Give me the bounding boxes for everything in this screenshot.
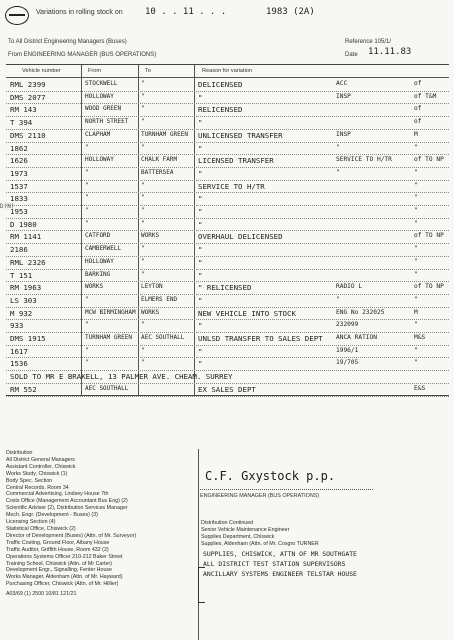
cell-from: NORTH STREET: [85, 118, 129, 126]
cell-to: BATTERSEA: [141, 168, 174, 176]
cell-reason: ": [198, 257, 203, 267]
cell-vehicle: DMS 2110: [10, 130, 46, 140]
cell-end: of: [414, 118, 422, 126]
cell-reason: ": [198, 245, 203, 255]
cell-reason: OVERHAUL DELICENSED: [198, 232, 283, 242]
cell-from: MCW BIRMINGHAM: [85, 308, 136, 316]
cell-to: ELMERS END: [141, 295, 178, 303]
cell-reason: ": [198, 168, 203, 178]
cell-from: WORKS: [85, 283, 104, 291]
cell-vehicle: M 932: [10, 308, 33, 318]
variations-table: [6, 64, 449, 396]
cell-vehicle: 1973: [10, 168, 28, 178]
distribution-item: All District General Managers: [6, 456, 75, 463]
cell-to: ": [141, 143, 145, 151]
cell-end: of T&M: [414, 92, 437, 100]
cell-to: ": [141, 346, 145, 354]
cell-from: ": [85, 321, 89, 329]
distribution-item: Purchasing Officer, Chiswick (Attn. of Mr. Hillier): [6, 581, 119, 588]
cell-extra: ": [336, 168, 340, 176]
from-line: From ENGINEERING MANAGER (BUS OPERATIONS): [8, 52, 157, 58]
cell-end: E&S: [414, 384, 426, 392]
cell-end: ": [414, 270, 418, 278]
cell-from: HOLLOWAY: [85, 257, 114, 265]
cell-end: ": [414, 207, 418, 214]
col-from: From: [88, 68, 102, 74]
cell-end: M: [414, 308, 418, 316]
cell-end: of: [414, 80, 422, 87]
distribution-item: Licensing Section (4): [6, 519, 56, 526]
cell-reason: " RELICENSED: [198, 283, 252, 293]
cell-vehicle: DMS 1915: [10, 334, 46, 343]
distribution-items: [6, 457, 198, 588]
date-value: 11.11.83: [368, 47, 412, 57]
cell-end: ": [414, 257, 418, 265]
distribution-item: Scientific Adviser (2), Distribution Services Manager: [6, 505, 128, 512]
cell-from: HOLLOWAY: [85, 92, 114, 100]
cell-vehicle: RM 143: [10, 105, 37, 115]
col-vehicle-number: Vehicle number: [22, 68, 61, 74]
cell-vehicle: 933: [10, 321, 24, 331]
distribution-item: Traffic Costing, Ground Floor, Albany House: [6, 539, 110, 546]
cell-vehicle: D 1980: [10, 219, 37, 229]
cell-reason: RELICENSED: [198, 105, 243, 115]
date-label: Date: [345, 52, 358, 58]
signature-title: ENGINEERING MANAGER (BUS OPERATIONS): [200, 493, 320, 499]
cell-extra: RADIO L: [336, 283, 363, 291]
cell-end: ": [414, 346, 418, 354]
cell-to: ": [141, 321, 145, 329]
cell-reason: DELICENSED: [198, 80, 243, 89]
cell-vehicle: RML 2326: [10, 257, 46, 267]
cell-extra: SERVICE TO H/TR: [336, 156, 392, 164]
cell-from: CAMBERWELL: [85, 245, 122, 253]
cell-to: WORKS: [141, 232, 160, 240]
cell-reason: ": [198, 346, 203, 356]
cell-to: ": [141, 181, 145, 189]
cell-to: ": [141, 257, 145, 265]
distribution-list: [6, 450, 198, 598]
cell-extra: 232099: [336, 321, 359, 329]
distribution-footer-code: A03/69 (1) 2500 10/81 121/21: [6, 591, 77, 598]
distribution-continued-item: Supplies Department, Chiswick: [201, 533, 275, 540]
cell-vehicle: RM 1963: [10, 283, 42, 293]
distribution-heading: Distribution: [6, 450, 33, 456]
signature: C.F. Gxystock p.p.: [205, 469, 336, 483]
distribution-item: Works Manager, Aldenham (Attn. of Mr. Hayward): [6, 574, 123, 581]
cell-from: ": [85, 346, 89, 354]
to-line: To All District Engineering Managers (Buses): [8, 39, 127, 45]
cell-to: ": [141, 245, 145, 253]
cell-extra: 19/705: [336, 359, 359, 367]
cell-end: M&S: [414, 334, 426, 341]
cell-end: of: [414, 105, 422, 113]
cell-vehicle: 1617: [10, 346, 28, 356]
distribution-continued-item: Supplies, Aldenham (Attn. of Mr. Cosgro TURNER: [201, 540, 319, 547]
distribution-item: Director of Development (Buses) (Attn. of Mr. Surveyor): [6, 532, 137, 539]
cell-end: ": [414, 321, 418, 329]
distribution-continued-handwritten-item: SUPPLIES, CHISWICK, ATTN OF MR SOUTHGATE: [203, 549, 357, 558]
cell-extra: ENG No 232025: [336, 308, 385, 316]
distribution-item: Operations Systems Officer 210-212 Baker Street: [6, 553, 123, 560]
cell-end: ": [414, 245, 418, 253]
distribution-item: Assistant Controller, Chiswick: [6, 463, 76, 470]
title-print: Variations in rolling stock on: [36, 9, 123, 16]
cell-to: ": [141, 105, 145, 113]
cell-end: ": [414, 359, 418, 367]
distribution-item: Mech. Engr. (Development - Buses) (3): [6, 512, 98, 519]
bracket-mark: [198, 567, 205, 603]
cell-vehicle: 1626: [10, 156, 28, 166]
distribution-continued-handwritten-item: ALL DISTRICT TEST STATION SUPERVISORS: [203, 559, 346, 568]
cell-reason: EX SALES DEPT: [198, 384, 256, 394]
cell-end: of TO NP: [414, 156, 444, 164]
cell-to: ": [141, 92, 145, 100]
cell-to: CHALK FARM: [141, 156, 178, 164]
cell-vehicle: RML 2399: [10, 80, 46, 89]
cell-from: ": [85, 181, 89, 189]
reference-label: Reference 105/1/: [345, 39, 392, 45]
cell-from: TURNHAM GREEN: [85, 334, 132, 341]
cell-vehicle: 2186: [10, 245, 28, 255]
roundel-logo-icon: [5, 6, 29, 25]
cell-end: ": [414, 219, 418, 227]
cell-from: ": [85, 295, 89, 303]
cell-vehicle: 1536: [10, 359, 28, 369]
cell-reason: ": [198, 207, 203, 216]
cell-end: M: [414, 130, 418, 138]
cell-reason: NEW VEHICLE INTO STOCK: [198, 308, 296, 318]
cell-from: CATFORD: [85, 232, 111, 240]
cell-extra: ": [336, 143, 340, 151]
cell-reason: ": [198, 92, 203, 102]
cell-to: ": [141, 80, 145, 87]
cell-from: AEC SOUTHALL: [85, 384, 129, 392]
cell-reason: ": [198, 219, 203, 229]
cell-end: ": [414, 181, 418, 189]
cell-vehicle: T 394: [10, 118, 33, 128]
cell-reason: ": [198, 321, 203, 331]
cell-end: ": [414, 194, 418, 202]
cell-reason: LICENSED TRANSFER: [198, 156, 274, 166]
cell-vehicle: SOLD TO MR E BRAKELL, 13 PALMER AVE. CHEAM. SURREY: [10, 372, 233, 382]
cell-vehicle: 1537: [10, 181, 28, 191]
cell-end: ": [414, 295, 418, 303]
cell-to: TURNHAM GREEN: [141, 130, 188, 138]
cell-reason: ": [198, 295, 203, 305]
title-date-handwritten: 10 . . 11 . . .: [145, 7, 227, 17]
cell-from: BARKING: [85, 270, 111, 278]
cell-to: ": [141, 207, 145, 214]
cell-vehicle: LS 303: [10, 295, 37, 305]
cell-vehicle: RM 552: [10, 384, 37, 394]
cell-extra: INSP: [336, 92, 351, 100]
cell-vehicle: 1862: [10, 143, 28, 153]
cell-vehicle: RM 1141: [10, 232, 42, 242]
cell-extra: ACC: [336, 80, 348, 87]
distribution-item: Works Study, Chiswick (1): [6, 470, 68, 477]
cell-vehicle: 1953: [10, 207, 28, 216]
cell-to: ": [141, 118, 145, 126]
cell-to: ": [141, 219, 145, 227]
cell-end: ": [414, 143, 418, 151]
cell-reason: ": [198, 143, 203, 153]
cell-from: ": [85, 219, 89, 227]
cell-to: LEYTON: [141, 283, 163, 291]
cell-vehicle: T 151: [10, 270, 33, 280]
cell-vehicle: DMS 2077: [10, 92, 46, 102]
cell-extra: INSP: [336, 130, 351, 138]
distribution-item: Costs Office (Management Accountant Bus Eng) (2): [6, 498, 128, 505]
col-reason: Reason for variation: [202, 68, 253, 74]
distribution-item: Development Engr., Signalling, Fenter House: [6, 567, 112, 574]
cell-to: ": [141, 359, 145, 367]
cell-to: WORKS: [141, 308, 160, 316]
distribution-item: Central Records, Room 34: [6, 484, 69, 491]
cell-reason: UNLSD TRANSFER TO SALES DEPT: [198, 334, 323, 343]
cell-end: of TO NP: [414, 232, 444, 240]
cell-end: ": [414, 168, 418, 176]
cell-reason: SERVICE TO H/TR: [198, 181, 265, 191]
distribution-item: Statistical Office, Chiswick (2): [6, 525, 76, 532]
cell-reason: ": [198, 270, 203, 280]
cell-from: ": [85, 359, 89, 367]
cell-from: ": [85, 194, 89, 202]
cell-from: STOCKWELL: [85, 80, 118, 87]
distribution-item: Body Spec. Section: [6, 477, 53, 484]
cell-from: ": [85, 143, 89, 151]
cell-reason: ": [198, 118, 203, 128]
distribution-continued-item: Senior Vehicle Maintenance Engineer: [201, 526, 290, 533]
cell-to: AEC SOUTHALL: [141, 334, 185, 341]
distribution-item: Training School, Chiswick (Attn. of Mr Carter): [6, 560, 113, 567]
cell-extra: 1996/1: [336, 346, 359, 354]
margin-note: D(N): [0, 203, 15, 210]
cell-vehicle: 1833: [10, 194, 28, 204]
cell-to: ": [141, 270, 145, 278]
cell-end: of TO NP: [414, 283, 444, 291]
title-year-handwritten: 1983 (2A): [266, 7, 315, 17]
distribution-continued-handwritten-item: ANCILLARY SYSTEMS ENGINEER TELSTAR HOUSE: [203, 569, 357, 578]
cell-reason: ": [198, 194, 203, 204]
cell-from: ": [85, 207, 89, 214]
distribution-item: Traffic Auditor, Griffith House, Room 432 (2): [6, 546, 109, 553]
cell-from: ": [85, 168, 89, 176]
cell-extra: ANCA RATION: [336, 334, 377, 341]
distribution-continued-heading: Distribution Continued: [201, 520, 254, 526]
cell-from: HOLLOWAY: [85, 156, 114, 164]
cell-extra: ": [336, 295, 340, 303]
col-to: To: [145, 68, 151, 74]
cell-to: ": [141, 194, 145, 202]
cell-from: CLAPHAM: [85, 130, 111, 138]
distribution-continued: [198, 520, 448, 579]
distribution-item: Commercial Advertising, Lindsey House 7th: [6, 491, 109, 498]
cell-from: WOOD GREEN: [85, 105, 122, 113]
cell-reason: UNLICENSED TRANSFER: [198, 130, 283, 140]
cell-reason: ": [198, 359, 203, 369]
